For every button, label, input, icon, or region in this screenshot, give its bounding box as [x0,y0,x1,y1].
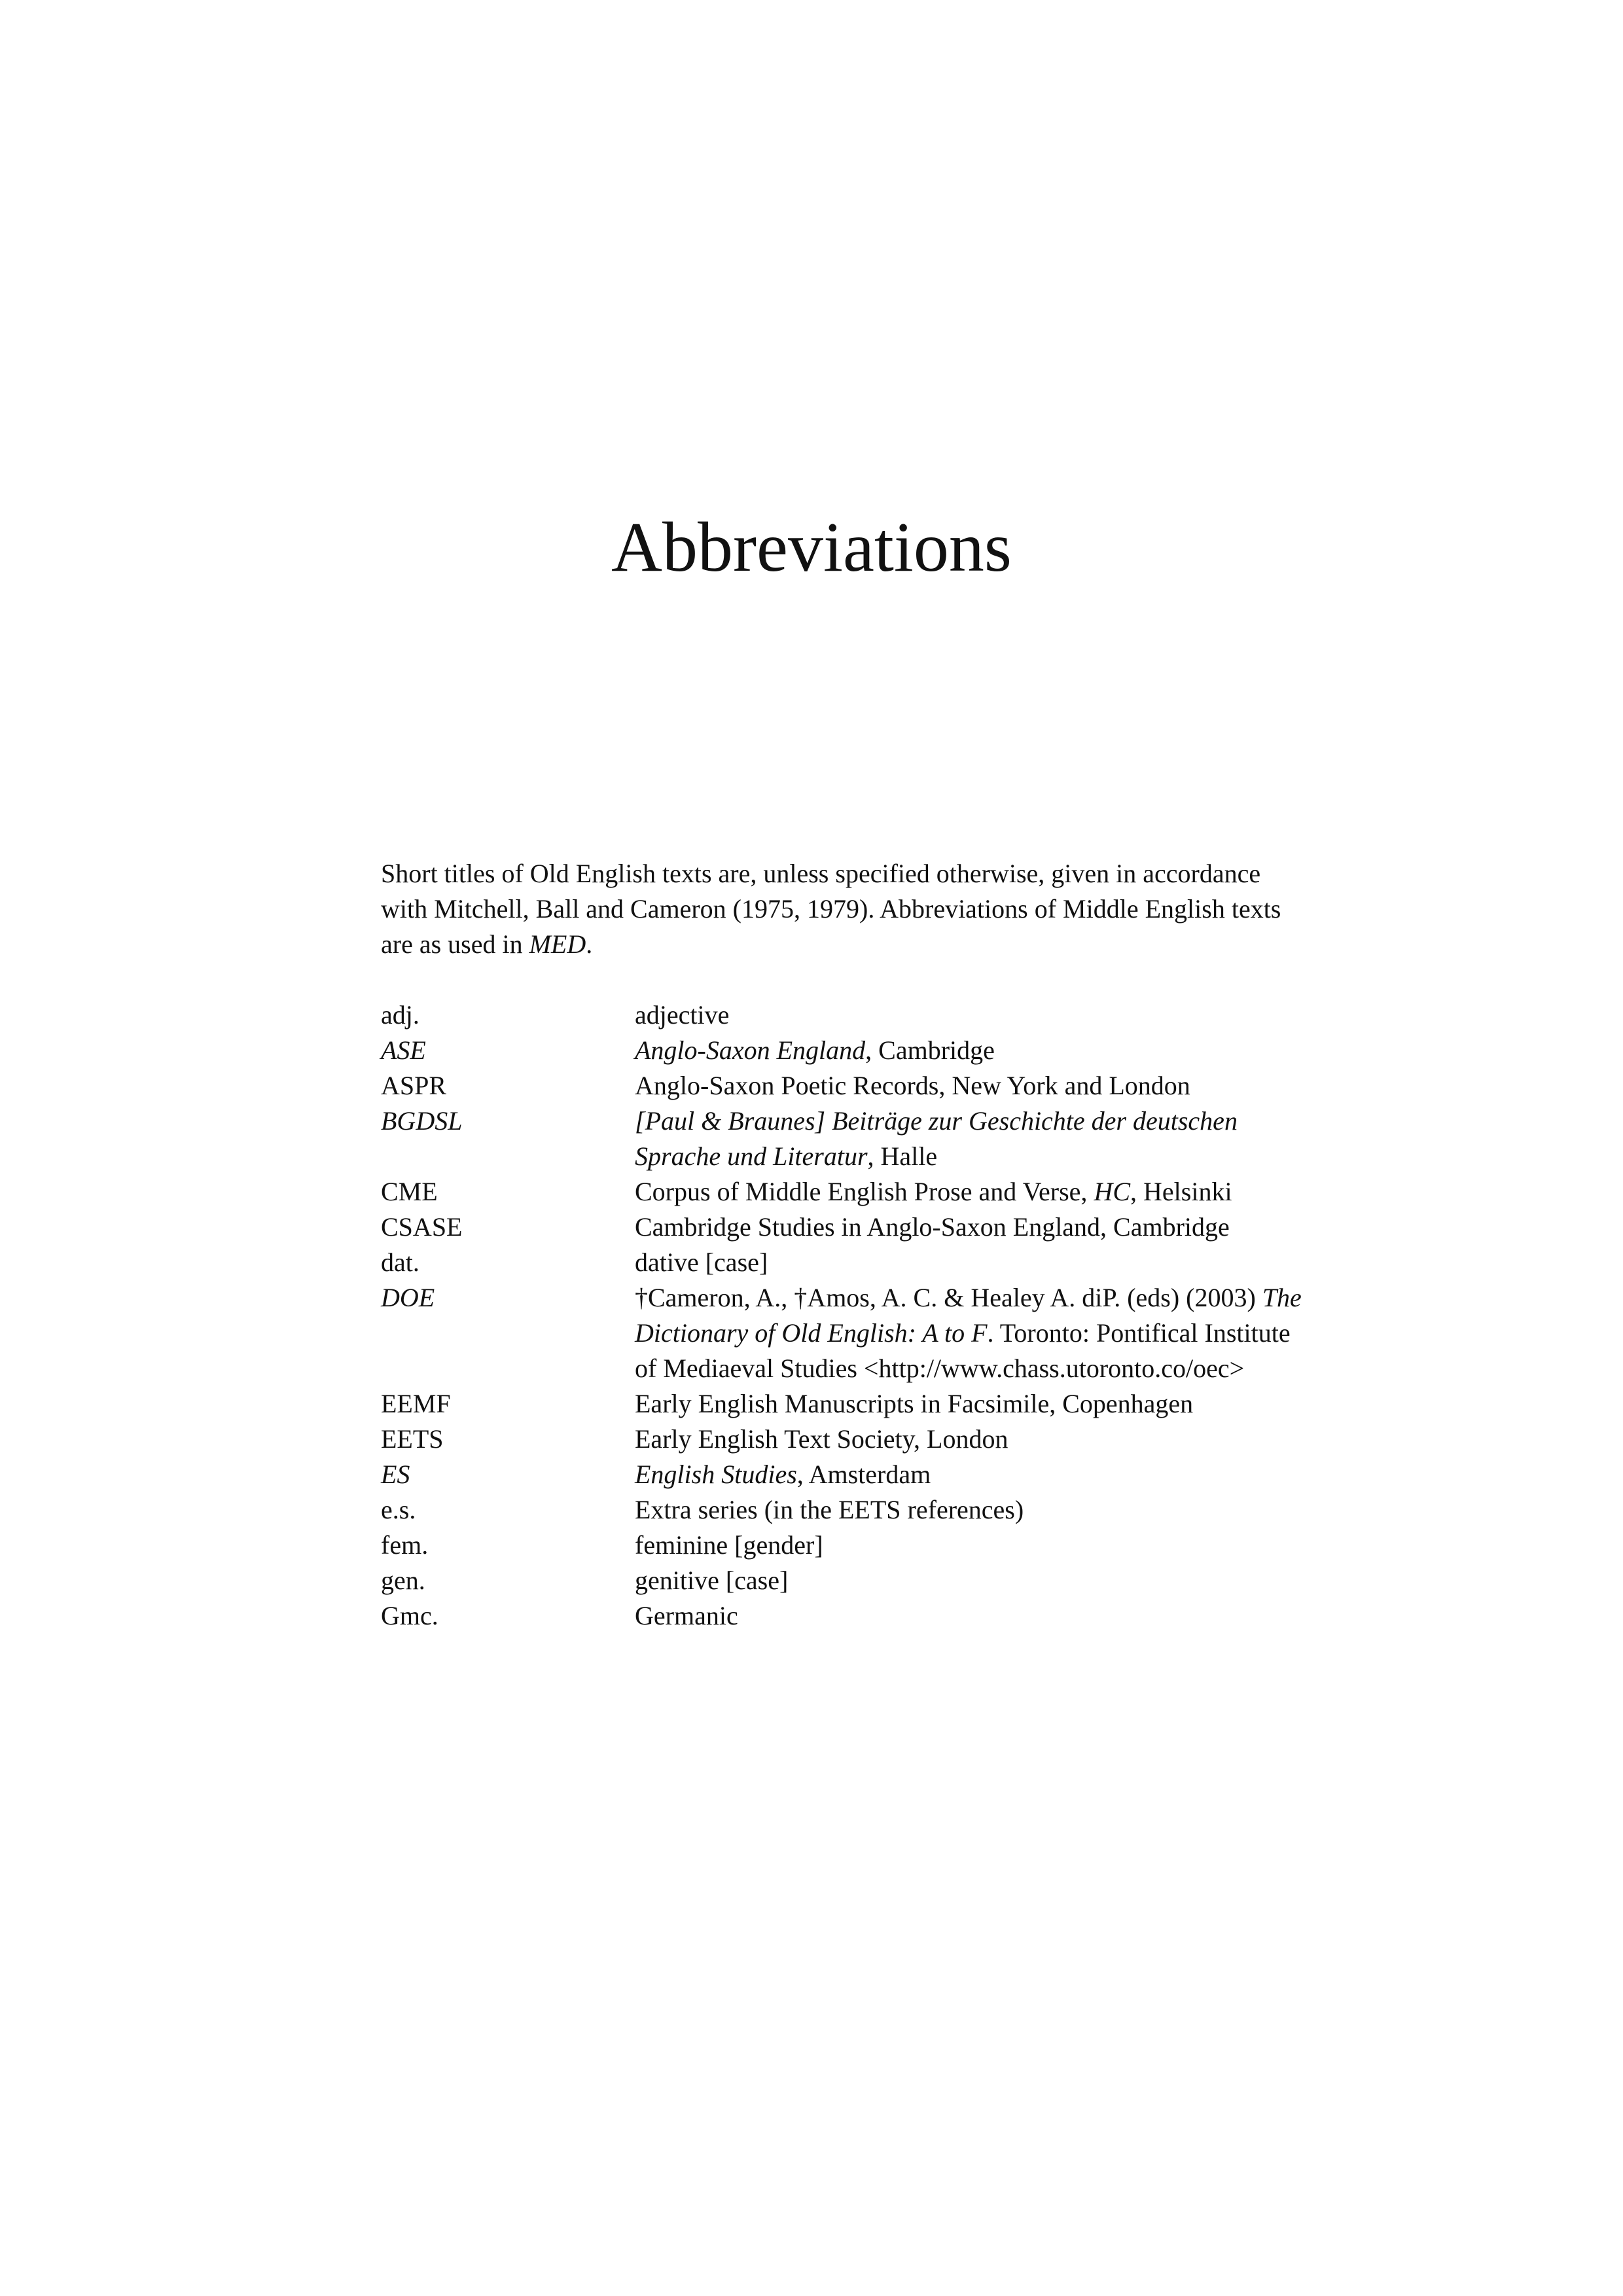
definition-italic-segment: English Studies [635,1460,797,1489]
definition-segment: dative [case] [635,1247,768,1277]
abbreviation-entry [381,1174,1310,1210]
abbreviation-definition [635,1386,1310,1422]
page-title: Abbreviations [611,509,1012,586]
abbreviation-entry [381,1422,1310,1457]
abbreviation-term: gen. [381,1566,425,1595]
definition-segment: feminine [gender] [635,1530,823,1560]
abbreviation-definition [635,1245,1310,1280]
definition-segment: Extra series (in the EETS references) [635,1495,1024,1524]
definition-italic-segment: Anglo-Saxon England [635,1035,866,1065]
abbreviation-entry [381,1386,1310,1422]
definition-segment: genitive [case] [635,1566,789,1595]
abbreviation-definition [635,1492,1310,1528]
definition-segment: , Helsinki [1130,1177,1232,1206]
definition-segment: Early English Manuscripts in Facsimile, Copenhagen [635,1389,1194,1418]
abbreviation-term: CSASE [381,1212,463,1242]
abbreviation-definition [635,1103,1310,1174]
intro-med-title: MED [529,929,586,959]
definition-segment: Early English Text Society, London [635,1424,1008,1454]
definition-segment: Corpus of Middle English Prose and Verse, [635,1177,1094,1206]
definition-segment: , Halle [867,1141,938,1171]
abbreviation-term: dat. [381,1247,419,1277]
abbreviation-term: e.s. [381,1495,416,1524]
abbreviation-term: BGDSL [381,1106,463,1136]
abbreviation-term: EETS [381,1424,444,1454]
abbreviation-term: ES [381,1460,410,1489]
abbreviation-entry [381,997,1310,1033]
abbreviation-definition [635,1210,1310,1245]
definition-segment: †Cameron, A., †Amos, A. C. & Healey A. diP. (eds) (2003) [635,1283,1262,1312]
abbreviation-term: DOE [381,1283,435,1312]
definition-segment: adjective [635,1000,730,1030]
definition-segment: . Toronto: Pontifical Institute of Mediaeval Studies <http://www.chass.utoronto.co/oec> [635,1318,1291,1383]
abbreviation-entry [381,1068,1310,1103]
abbreviation-entry [381,1563,1310,1598]
definition-italic-segment: HC [1094,1177,1131,1206]
abbreviation-definition [635,1563,1310,1598]
definition-italic-segment: The Dictionary of Old English: A to F [635,1283,1302,1348]
abbreviation-definition [635,1528,1310,1563]
abbreviation-entry [381,1245,1310,1280]
abbreviation-list [381,997,1310,1634]
intro-paragraph [381,856,1310,962]
abbreviation-definition [635,1174,1310,1210]
abbreviation-term: ASPR [381,1071,447,1100]
abbreviation-term: fem. [381,1530,429,1560]
definition-segment: Anglo-Saxon Poetic Records, New York and London [635,1071,1190,1100]
abbreviation-definition [635,1598,1310,1634]
abbreviation-definition [635,1280,1310,1386]
abbreviation-entry [381,1528,1310,1563]
abbreviation-entry [381,1103,1310,1174]
abbreviation-entry [381,1280,1310,1386]
abbreviation-entry [381,1457,1310,1492]
intro-text-end: . [586,929,593,959]
abbreviation-entry [381,1598,1310,1634]
abbreviation-definition [635,1068,1310,1103]
definition-italic-segment: [Paul & Braunes] Beiträge zur Geschichte der deutschen Sprache und Literatur [635,1106,1238,1171]
abbreviation-term: Gmc. [381,1601,438,1630]
abbreviation-entry [381,1210,1310,1245]
abbreviation-definition [635,1457,1310,1492]
abbreviation-term: ASE [381,1035,426,1065]
abbreviation-definition [635,997,1310,1033]
abbreviation-definition [635,1422,1310,1457]
abbreviation-entry [381,1492,1310,1528]
abbreviation-term: adj. [381,1000,419,1030]
abbreviation-term: CME [381,1177,438,1206]
intro-text: Short titles of Old English texts are, unless specified otherwise, given in accordance with Mitchell, Ball and Cameron (1975, 1979). Abbreviations of Middle English texts are as used in [381,859,1281,959]
definition-segment: , Cambridge [865,1035,995,1065]
abbreviation-term: EEMF [381,1389,451,1418]
definition-segment: , Amsterdam [796,1460,931,1489]
abbreviation-entry [381,1033,1310,1068]
abbreviation-definition [635,1033,1310,1068]
definition-segment: Germanic [635,1601,738,1630]
definition-segment: Cambridge Studies in Anglo-Saxon England, Cambridge [635,1212,1230,1242]
